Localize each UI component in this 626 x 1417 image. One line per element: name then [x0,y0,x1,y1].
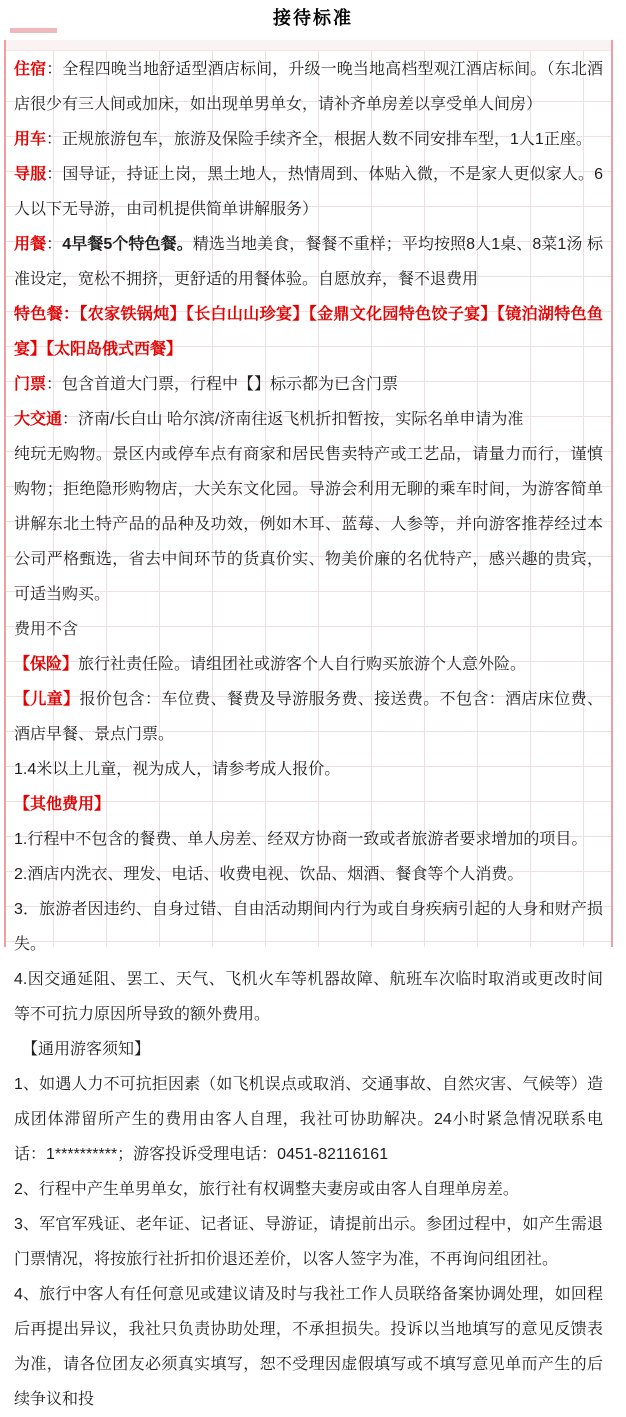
text-segment: 1、如遇人力不可抗拒因素（如飞机误点或取消、交通事故、自然灾害、气候等）造成团体滞留所产生的费用由客人自理，我社可协助解决。24小时紧急情况联系电话：1**********；游客投诉受理电话：0451-82116161 [14,1076,603,1163]
text-segment: 大交通 [14,411,63,428]
text-segment: 精选当地美食，餐餐不重样；平均按照8人1桌、8菜1汤 标准设定，宽松不拥挤，更舒适的用餐体验。自愿放弃，餐不退费用 [14,236,603,288]
text-segment: 4.因交通延阻、罢工、天气、飞机火车等机器故障、航班车次临时取消或更改时间等不可抗力原因所导致的额外费用。 [14,971,603,1023]
paragraph-2 [14,122,603,157]
text-segment: ：包含首道大门票，行程中【】标示都为已含门票 [46,376,399,393]
paragraph-15 [14,857,603,892]
text-segment: 【通用游客须知】 [14,1041,151,1058]
paragraph-20 [14,1172,603,1207]
text-segment: 1.4米以上儿童，视为成人，请参考成人报价。 [14,761,341,778]
paragraph-13 [14,787,603,822]
page-title: 接待标准 [273,8,353,28]
text-segment: ：正规旅游包车，旅游及保险手续齐全，根据人数不同安排车型，1人1正座。 [46,131,592,148]
content-paragraphs [6,51,611,1417]
text-segment: 【其他费用】 [14,796,111,813]
content-box [4,40,613,1408]
text-segment: ：济南/长白山 哈尔滨/济南往返飞机折扣暂按，实际名单申请为准 [62,411,524,428]
text-segment: 3．旅游者因违约、自身过错、自由活动期间内行为或自身疾病引起的人身和财产损失。 [14,901,603,953]
text-segment: ：全程四晚当地舒适型酒店标间，升级一晚当地高档型观江酒店标间。（东北酒店很少有三人间或加床，如出现单男单女，请补齐单房差以享受单人间房） [14,61,603,113]
text-segment: 纯玩无购物。景区内或停车点有商家和居民售卖特产或工艺品，请量力而行，谨慎购物；拒绝隐形购物店，大关东文化园。导游会利用无聊的乘车时间，为游客简单讲解东北土特产品的品种及功效，例如木耳、蓝莓、人参等，并向游客推荐经过本公司严格甄选，省去中间环节的货真价实、物美价廉的名优特产，感兴趣的贵宾，可适当购买。 [14,446,603,603]
paragraph-4 [14,227,603,297]
paragraph-22 [14,1277,603,1417]
paragraph-9 [14,612,603,647]
paragraph-19 [14,1067,603,1172]
text-segment: 用车 [14,131,47,148]
text-segment: 旅行社责任险。请组团社或游客个人自行购买旅游个人意外险。 [78,656,527,673]
text-segment: 费用不含 [14,621,79,638]
paragraph-3 [14,157,603,227]
paragraph-10 [14,647,603,682]
paragraph-6 [14,367,603,402]
text-segment: 特色餐：【农家铁锅炖】【长白山山珍宴】【金鼎文化园特色饺子宴】【镜泊湖特色鱼宴】【太阳岛俄式西餐】 [14,306,603,358]
paragraph-21 [14,1207,603,1277]
text-segment: ： [46,236,63,253]
paragraph-5 [14,297,603,367]
text-segment: 住宿 [14,61,47,78]
paragraph-14 [14,822,603,857]
pink-tab-decoration [10,28,57,33]
text-segment: 2.酒店内洗衣、理发、电话、收费电视、饮品、烟酒、餐食等个人消费。 [14,866,524,883]
paragraph-17 [14,962,603,1032]
text-segment: 4、旅行中客人有任何意见或建议请及时与我社工作人员联络备案协调处理，如回程后再提出异议，我社只负责协助处理，不承担损失。投诉以当地填写的意见反馈表为准，请各位团友必须真实填写，恕不受理因虚假填写或不填写意见单而产生的后续争议和投 [14,1286,603,1408]
paragraph-1 [14,52,603,122]
paragraph-16 [14,892,603,962]
text-segment: 【儿童】 [14,691,80,708]
text-segment: 4早餐5个特色餐。 [62,236,193,253]
text-segment: 2、行程中产生单男单女，旅行社有权调整夫妻房或由客人自理单房差。 [14,1181,519,1198]
text-segment: 3、军官军残证、老年证、记者证、导游证，请提前出示。参团过程中，如产生需退门票情况，将按旅行社折扣价退还差价，以客人签字为准，不再询问组团社。 [14,1216,603,1268]
paragraph-7 [14,402,603,437]
paragraph-11 [14,682,603,752]
text-segment: 报价包含：车位费、餐费及导游服务费、接送费。不包含：酒店床位费、酒店早餐、景点门票。 [14,691,603,743]
text-segment: 导服 [14,166,47,183]
text-segment: 门票 [14,376,47,393]
text-segment: 用餐 [14,236,47,253]
text-segment: 1.行程中不包含的餐费、单人房差、经双方协商一致或者旅游者要求增加的项目。 [14,831,588,848]
paragraph-12 [14,752,603,787]
text-segment: 【保险】 [14,656,79,673]
paragraph-18 [14,1032,603,1067]
top-strip-decoration [6,40,611,51]
paragraph-8 [14,437,603,612]
text-segment: ：国导证，持证上岗，黑土地人，热情周到、体贴入微，不是家人更似家人。6人以下无导游，由司机提供简单讲解服务） [14,166,603,218]
